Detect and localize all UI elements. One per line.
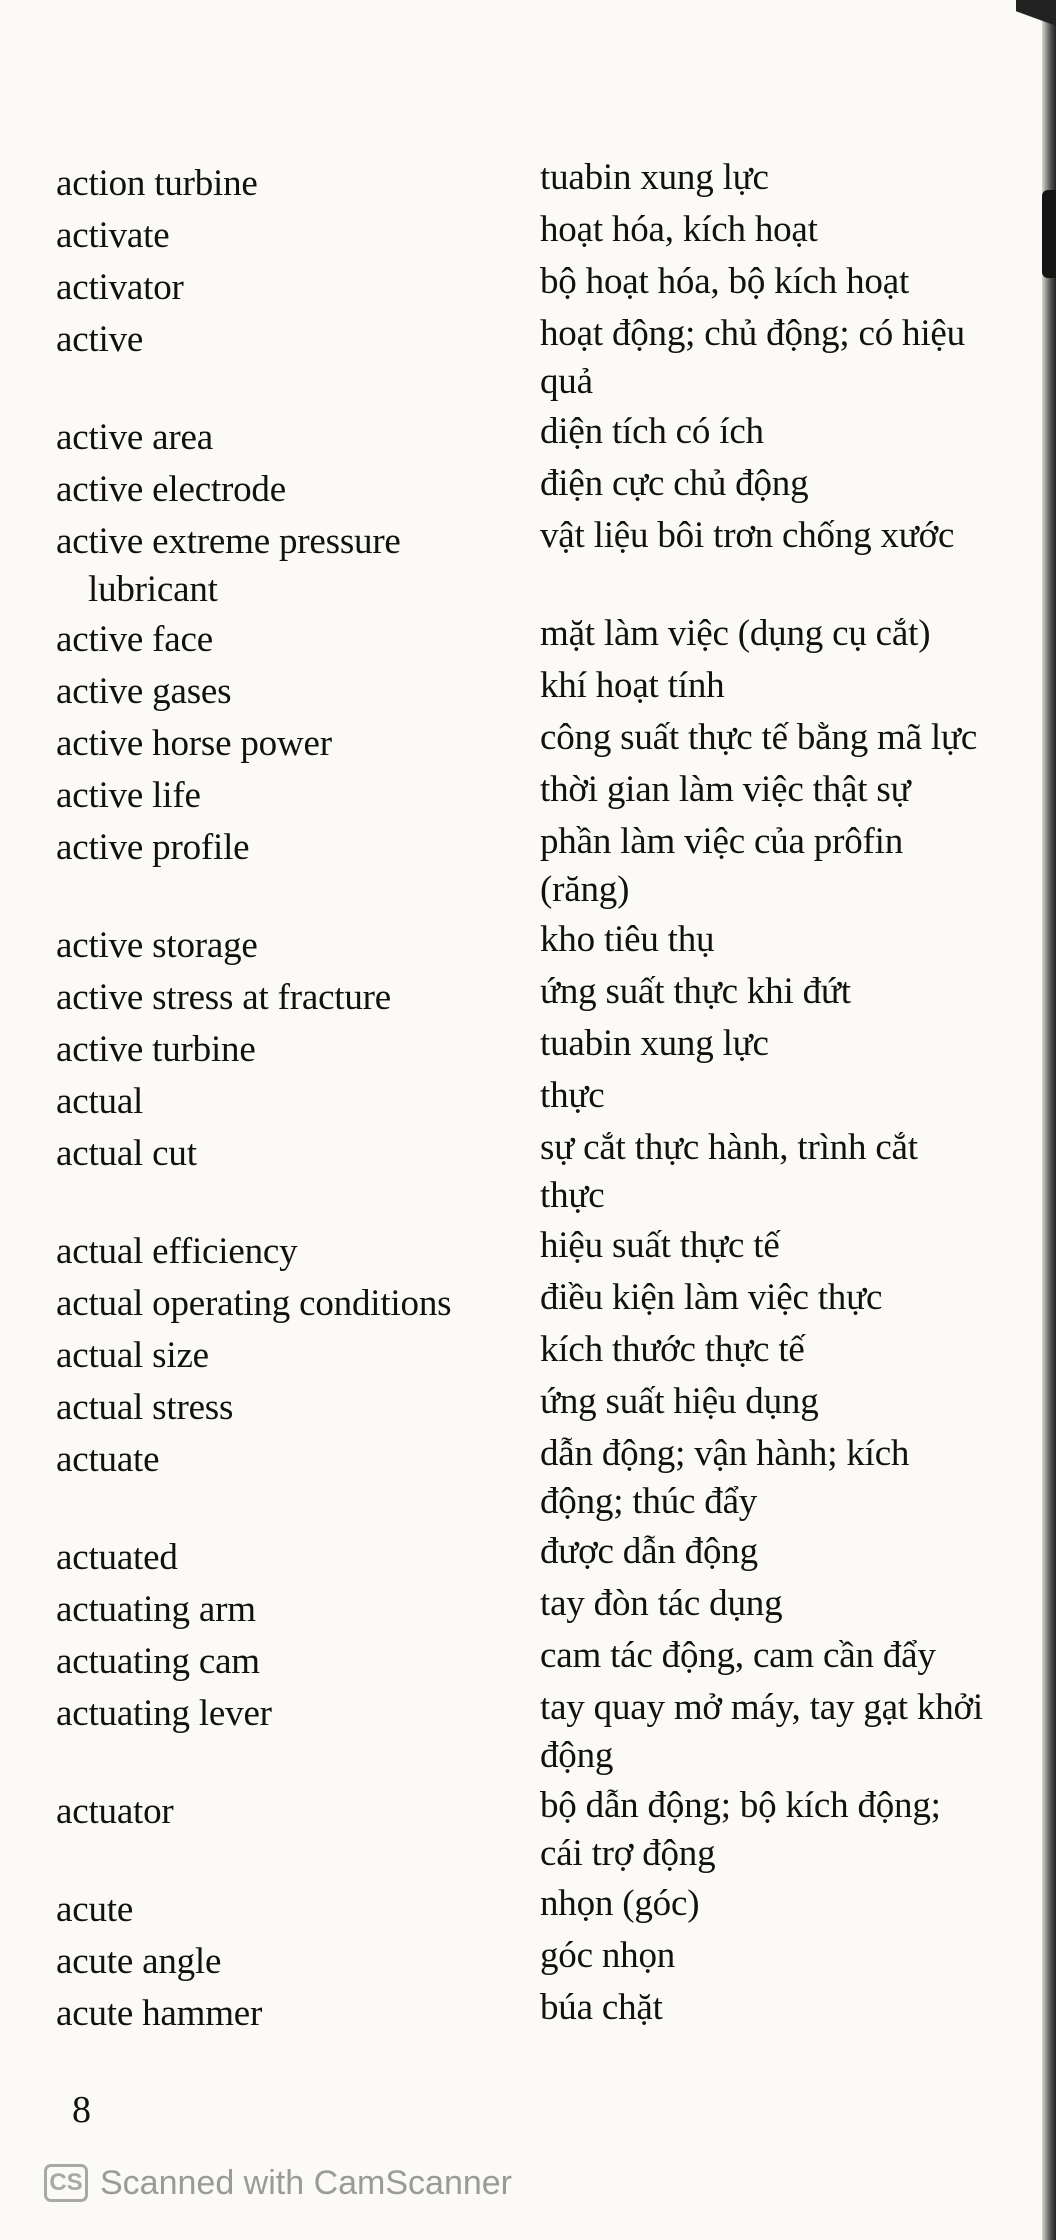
entry-row	[0, 1075, 1040, 1130]
entry-row	[0, 717, 1040, 772]
entry-definition: được dẫn động	[540, 1531, 758, 1572]
entry-row	[0, 1329, 1040, 1384]
entry-term-text: actual efficiency	[56, 1231, 298, 1272]
entry-definition: hoạt hóa, kích hoạt	[540, 209, 818, 250]
entry-definition: diện tích có ích	[540, 411, 764, 452]
entry-row	[0, 261, 1040, 316]
entry-term	[0, 414, 520, 462]
entry-term-text: active face	[56, 619, 213, 660]
entry-term	[0, 922, 520, 970]
entry-row	[0, 1277, 1040, 1332]
entry-definition: góc nhọn	[540, 1935, 676, 1976]
entry-row	[0, 1935, 1040, 1990]
entry-row	[0, 613, 1040, 668]
entry-definition: công suất thực tế bằng mã lực	[540, 717, 978, 758]
entry-term-text: actuating arm	[56, 1589, 256, 1630]
entry-term-text: active storage	[56, 925, 258, 966]
entry-definition: khí hoạt tính	[540, 665, 725, 706]
entry-term	[0, 466, 520, 514]
entry-row	[0, 1785, 1040, 1886]
entry-row	[0, 411, 1040, 466]
entry-definition: cam tác động, cam cần đẩy	[540, 1635, 936, 1676]
camscanner-watermark	[44, 2160, 512, 2206]
entry-term-text: actual	[56, 1081, 144, 1122]
entry-term	[0, 1938, 520, 1986]
entry-term	[0, 616, 520, 664]
entry-definition: tay đòn tác dụng	[540, 1583, 783, 1624]
entry-row	[0, 157, 1040, 212]
entry-term	[0, 264, 520, 312]
entry-row	[0, 1023, 1040, 1078]
entry-term-text: activator	[56, 267, 184, 308]
entry-row	[0, 1225, 1040, 1280]
entry-definition: thực	[540, 1075, 605, 1116]
entry-row	[0, 919, 1040, 974]
entry-term-text: actual size	[56, 1335, 209, 1376]
entry-definition: dẫn động; vận hành; kích động; thúc đẩy	[540, 1433, 910, 1522]
entry-term	[0, 720, 520, 768]
entry-term-text: actuating lever	[56, 1693, 272, 1734]
entry-term-text: actuator	[56, 1791, 174, 1832]
entry-row	[0, 1987, 1040, 2042]
entry-definition: sự cắt thực hành, trình cắt thực	[540, 1127, 918, 1216]
entry-definition: ứng suất hiệu dụng	[540, 1381, 819, 1422]
entry-row	[0, 971, 1040, 1026]
page-number: 8	[72, 2089, 91, 2131]
entry-term-text: acute	[56, 1889, 134, 1930]
entry-row	[0, 209, 1040, 264]
entry-term	[0, 1130, 520, 1178]
entry-term-text: activate	[56, 215, 170, 256]
entry-list	[0, 157, 1040, 2042]
entry-term	[0, 1332, 520, 1380]
camscanner-logo-icon: CS	[44, 2164, 88, 2202]
entry-row	[0, 1127, 1040, 1228]
entry-definition: tuabin xung lực	[540, 157, 769, 198]
entry-term	[0, 1026, 520, 1074]
entry-term-text: actuated	[56, 1537, 178, 1578]
entry-term	[0, 1384, 520, 1432]
entry-row	[0, 1433, 1040, 1534]
entry-term	[0, 1690, 520, 1738]
entry-definition: búa chặt	[540, 1987, 663, 2028]
entry-term	[0, 1886, 520, 1934]
entry-definition: bộ hoạt hóa, bộ kích hoạt	[540, 261, 910, 302]
entry-definition: hiệu suất thực tế	[540, 1225, 780, 1266]
entry-term-continuation: lubricant	[88, 569, 218, 610]
entry-definition: phần làm việc của prôfin (răng)	[540, 821, 903, 910]
entry-row	[0, 1531, 1040, 1586]
entry-term	[0, 1638, 520, 1686]
entry-term-text: active gases	[56, 671, 232, 712]
entry-term	[0, 1280, 520, 1328]
entry-definition: kích thước thực tế	[540, 1329, 805, 1370]
entry-definition: điện cực chủ động	[540, 463, 809, 504]
entry-row	[0, 821, 1040, 922]
entry-row	[0, 1687, 1040, 1788]
entry-definition: tay quay mở máy, tay gạt khởi động	[540, 1687, 983, 1776]
entry-definition: tuabin xung lực	[540, 1023, 769, 1064]
entry-term-text: active electrode	[56, 469, 286, 510]
entry-definition: ứng suất thực khi đứt	[540, 971, 851, 1012]
entry-term-text: active area	[56, 417, 213, 458]
entry-term-text: active	[56, 319, 144, 360]
watermark-text: Scanned with CamScanner	[100, 2163, 513, 2202]
entry-term-text: acute hammer	[56, 1993, 263, 2034]
entry-row	[0, 1381, 1040, 1436]
entry-definition: kho tiêu thụ	[540, 919, 715, 960]
entry-term	[0, 212, 520, 260]
entry-row	[0, 1583, 1040, 1638]
entry-term	[0, 668, 520, 716]
entry-definition: điều kiện làm việc thực	[540, 1277, 883, 1318]
page-corner-shadow	[1016, 0, 1056, 70]
entry-row	[0, 1883, 1040, 1938]
entry-term	[0, 160, 520, 208]
entry-term-text: active extreme pressure	[56, 521, 401, 562]
entry-term	[0, 518, 520, 614]
entry-definition: bộ dẫn động; bộ kích động; cái trợ động	[540, 1785, 941, 1874]
entry-definition: nhọn (góc)	[540, 1883, 700, 1924]
entry-term	[0, 1534, 520, 1582]
entry-term-text: active turbine	[56, 1029, 256, 1070]
entry-term	[0, 316, 520, 364]
entry-term-text: actual stress	[56, 1387, 234, 1428]
thumb-index-tab	[1042, 190, 1056, 278]
entry-term	[0, 772, 520, 820]
entry-term-text: action turbine	[56, 163, 258, 204]
page-edge-shadow	[1042, 0, 1056, 2240]
entry-row	[0, 665, 1040, 720]
entry-term-text: actual operating conditions	[56, 1283, 452, 1324]
entry-term-text: active stress at fracture	[56, 977, 392, 1018]
entry-term	[0, 1228, 520, 1276]
entry-term	[0, 1078, 520, 1126]
entry-definition: vật liệu bôi trơn chống xước	[540, 515, 955, 556]
entry-row	[0, 515, 1040, 616]
entry-definition: hoạt động; chủ động; có hiệu quả	[540, 313, 965, 402]
entry-term-text: actual cut	[56, 1133, 197, 1174]
entry-term-text: active profile	[56, 827, 250, 868]
entry-definition: mặt làm việc (dụng cụ cắt)	[540, 613, 931, 654]
entry-term	[0, 1990, 520, 2038]
entry-term	[0, 824, 520, 872]
entry-term-text: actuating cam	[56, 1641, 260, 1682]
entry-row	[0, 1635, 1040, 1690]
entry-term-text: actuate	[56, 1439, 160, 1480]
entry-term	[0, 974, 520, 1022]
entry-term-text: acute angle	[56, 1941, 222, 1982]
entry-definition: thời gian làm việc thật sự	[540, 769, 911, 810]
entry-term-text: active horse power	[56, 723, 332, 764]
entry-row	[0, 463, 1040, 518]
entry-term	[0, 1788, 520, 1836]
entry-term	[0, 1586, 520, 1634]
entry-term-text: active life	[56, 775, 201, 816]
entry-term	[0, 1436, 520, 1484]
entry-row	[0, 769, 1040, 824]
entry-row	[0, 313, 1040, 414]
